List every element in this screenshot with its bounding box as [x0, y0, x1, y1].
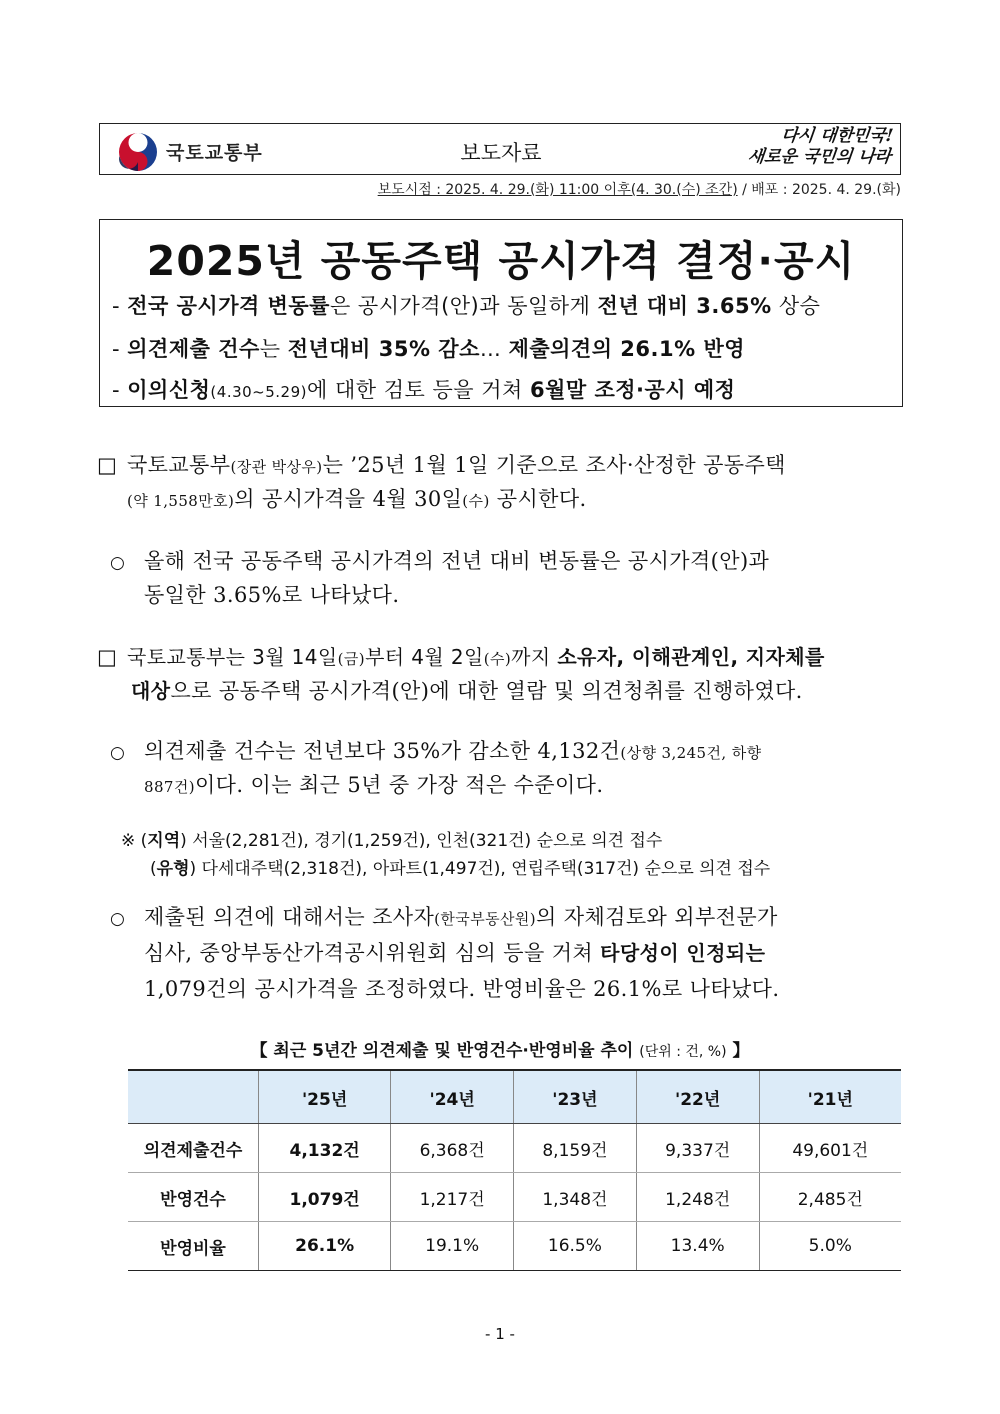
text: 공시한다. [489, 487, 587, 511]
table-cell: 19.1% [391, 1222, 514, 1271]
note-text: 다세대주택(2,318건), 아파트(1,497건), 연립주택(317건) 순으로 의견 접수 [196, 859, 771, 879]
page-number: - 1 - [485, 1325, 515, 1343]
subtitle-text: … [479, 337, 509, 361]
text-small: (금) [337, 650, 366, 668]
caption-text: 【 최근 5년간 의견제출 및 반영건수·반영비율 추이 [250, 1041, 640, 1061]
table-cell: 1,348건 [514, 1173, 637, 1222]
table-header-row [128, 1070, 901, 1124]
note-region [121, 826, 662, 851]
paragraph-3-line-2 [131, 670, 803, 712]
square-bullet-icon: □ [97, 453, 118, 477]
paragraph-5-line-3 [144, 968, 779, 1010]
text: 국토교통부는 3월 14일 [127, 645, 338, 669]
circle-bullet-icon: ○ [110, 743, 126, 763]
header-box [99, 123, 901, 175]
table-corner-cell [128, 1070, 259, 1124]
dash: - [112, 294, 128, 318]
row-header: 반영건수 [128, 1173, 259, 1222]
table-cell: 16.5% [514, 1222, 637, 1271]
title-box [99, 219, 903, 407]
text: 제출된 의견에 대해서는 조사자 [144, 905, 435, 929]
subtitle-bold: 6월말 조정·공시 예정 [529, 378, 736, 402]
paragraph-2-line-2 [144, 574, 399, 616]
note-text: 서울(2,281건), 경기(1,259건), 인천(321건) 순으로 의견 접수 [186, 831, 663, 851]
table-cell: 8,159건 [514, 1124, 637, 1173]
text-bold: 대상 [131, 679, 171, 703]
paren: ( [140, 831, 148, 851]
paren: ) [180, 831, 187, 851]
circle-bullet-icon: ○ [110, 553, 126, 573]
text-small: (장관 박상우) [230, 458, 323, 476]
reference-mark: ※ [121, 831, 141, 851]
text: 까지 [511, 645, 558, 669]
subtitle-text: 는 [259, 337, 288, 361]
table-cell: 49,601건 [759, 1124, 901, 1173]
note-label: 지역 [147, 831, 181, 851]
text-small: (약 1,558만호) [127, 492, 235, 510]
text: 이다. 이는 최근 5년 중 가장 적은 수준이다. [194, 773, 604, 797]
table-cell: 4,132건 [259, 1124, 391, 1173]
text-bold: 소유자, 이해관계인, 지자체를 [557, 645, 825, 669]
column-header: '21년 [759, 1070, 901, 1124]
text: 1,079건의 공시가격을 조정하였다. 반영비율은 26.1%로 나타났다. [144, 977, 780, 1001]
subtitle-text: 에 대한 검토 등을 거쳐 [307, 378, 530, 402]
text: 부터 4월 2일 [365, 645, 484, 669]
table-cell: 5.0% [759, 1222, 901, 1271]
document-type: 보도자료 [460, 141, 542, 165]
table-row [128, 1124, 901, 1173]
column-header: '24년 [391, 1070, 514, 1124]
release-info [378, 179, 901, 199]
column-header: '23년 [514, 1070, 637, 1124]
dash: - [112, 378, 128, 402]
column-header: '22년 [636, 1070, 759, 1124]
table-cell: 1,248건 [636, 1173, 759, 1222]
subtitle-small: (4.30~5.29) [210, 383, 307, 401]
subtitle-text: 상승 [771, 294, 821, 318]
text-small: 887건) [144, 778, 195, 796]
paragraph-1-line-2 [127, 478, 587, 522]
text: 의견제출 건수는 전년보다 35%가 감소한 4,132건 [144, 739, 621, 763]
subtitle-bold: 전국 공시가격 변동률 [127, 294, 330, 318]
table-row [128, 1173, 901, 1222]
slogan [710, 126, 894, 168]
text: 의 공시가격을 4월 30일 [234, 487, 463, 511]
main-title: 2025년 공동주택 공시가격 결정·공시 [146, 237, 856, 285]
table-cell: 2,485건 [759, 1173, 901, 1222]
caption-unit: (단위 : 건, %) [639, 1044, 727, 1060]
paren: ) [189, 859, 197, 879]
subtitle-bold: 이의신청 [127, 378, 211, 402]
subtitle-bold: 전년 대비 3.65% [597, 294, 772, 318]
table-cell: 9,337건 [636, 1124, 759, 1173]
text: 심사, 중앙부동산가격공시위원회 심의 등을 거쳐 [144, 941, 601, 965]
subtitle-1 [112, 290, 820, 320]
subtitle-text: 은 공시가격(안)과 동일하게 [329, 294, 598, 318]
text: 동일한 3.65%로 나타났다. [144, 583, 400, 607]
table-cell: 1,217건 [391, 1173, 514, 1222]
subtitle-2 [112, 333, 745, 363]
row-header: 반영비율 [128, 1222, 259, 1271]
dash: - [112, 337, 128, 361]
subtitle-bold: 전년대비 35% 감소 [287, 337, 480, 361]
text: 의 자체검토와 외부전문가 [536, 905, 778, 929]
table-row [128, 1222, 901, 1271]
stats-table [128, 1069, 901, 1271]
text: 으로 공동주택 공시가격(안)에 대한 열람 및 의견청취를 진행하였다. [170, 679, 803, 703]
subtitle-bold: 제출의견의 26.1% 반영 [508, 337, 746, 361]
text-small: (상향 3,245건, 하향 [620, 744, 762, 762]
text-small: (수) [483, 650, 512, 668]
paren: ( [150, 859, 157, 879]
distribution-date: / 배포 : 2025. 4. 29.(화) [737, 182, 901, 198]
ministry-name: 국토교통부 [166, 142, 263, 164]
table-caption [0, 1036, 1000, 1061]
text: 국토교통부 [127, 453, 231, 477]
text: 는 ’25년 1월 1일 기준으로 조사·산정한 공동주택 [322, 453, 786, 477]
table-cell: 13.4% [636, 1222, 759, 1271]
row-header: 의견제출건수 [128, 1124, 259, 1173]
square-bullet-icon: □ [97, 645, 118, 669]
table-cell: 26.1% [259, 1222, 391, 1271]
note-type [150, 854, 770, 879]
table-cell: 1,079건 [259, 1173, 391, 1222]
text-bold: 타당성이 인정되는 [600, 941, 766, 965]
table-cell: 6,368건 [391, 1124, 514, 1173]
circle-bullet-icon: ○ [110, 909, 126, 929]
caption-end: 】 [726, 1041, 750, 1061]
subtitle-bold: 의견제출 건수 [127, 337, 260, 361]
text: 올해 전국 공동주택 공시가격의 전년 대비 변동률은 공시가격(안)과 [144, 549, 770, 573]
note-label: 유형 [156, 859, 190, 879]
paragraph-4-line-2 [144, 764, 603, 808]
slogan-line-1: 다시 대한민국! [780, 126, 895, 146]
text-small: (수) [462, 492, 490, 510]
slogan-line-2: 새로운 국민의 나라 [746, 147, 892, 167]
text-small: (한국부동산원) [434, 910, 537, 928]
release-time: 보도시점 : 2025. 4. 29.(화) 11:00 이후(4. 30.(수) 조간) [377, 182, 738, 198]
column-header: '25년 [259, 1070, 391, 1124]
subtitle-3 [112, 374, 735, 404]
